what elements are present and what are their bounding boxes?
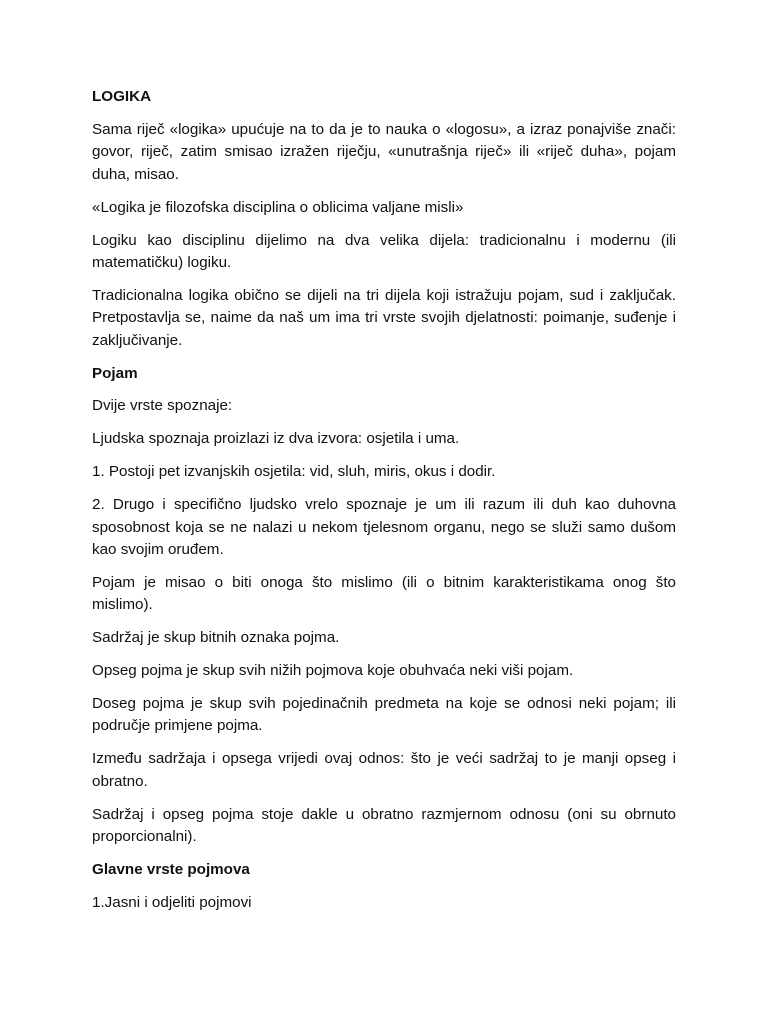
paragraph-logika-definition: Sama riječ «logika» upućuje na to da je to nauka o «logosu», a izraz ponajviše znači: govor, riječ, zatim smisao izražen riječju, «unutrašnja riječ» ili «riječ duha», pojam duha, misao.: [92, 120, 676, 183]
paragraph-sources: Ljudska spoznaja proizlazi iz dva izvora: osjetila i uma.: [92, 430, 460, 448]
paragraph-relation: Između sadržaja i opsega vrijedi ovaj odnos: što je veći sadržaj to je manji opseg i obratno.: [92, 750, 676, 790]
document-title: LOGIKA: [92, 88, 152, 105]
paragraph-senses: 1. Postoji pet izvanjskih osjetila: vid, sluh, miris, okus i dodir.: [92, 463, 496, 481]
paragraph-opseg: Opseg pojma je skup svih nižih pojmova koje obuhvaća neki viši pojam.: [92, 662, 574, 680]
section-heading-pojam: Pojam: [92, 364, 138, 382]
paragraph-traditional-logic: Tradicionalna logika obično se dijeli na tri dijela koji istražuju pojam, sud i zaključak. Pretpostavlja se, naime da naš um ima tri vrste svojih djelatnosti: poimanje, suđenje i zaključivanje.: [92, 286, 676, 349]
document-page: [92, 86, 676, 925]
paragraph-reason: 2. Drugo i specifično ljudsko vrelo spoznaje je um ili razum ili duh kao duhovna sposobnost koja se ne nalazi u nekom tjelesnom organu, nego se služi samo dušom kao svojim oruđem.: [92, 496, 676, 558]
paragraph-logika-quote: «Logika je filozofska disciplina o oblicima valjane misli»: [92, 198, 464, 216]
paragraph-logika-division: Logiku kao disciplinu dijelimo na dva velika dijela: tradicionalnu i modernu (ili matematičku) logiku.: [92, 231, 676, 271]
paragraph-list-item-1: 1.Jasni i odjeliti pojmovi: [92, 893, 252, 911]
paragraph-pojam-definition: Pojam je misao o biti onoga što mislimo (ili o bitnim karakteristikama onog što mislimo).: [92, 573, 676, 614]
paragraph-sadrzaj: Sadržaj je skup bitnih oznaka pojma.: [92, 629, 340, 647]
section-heading-vrste: Glavne vrste pojmova: [92, 860, 250, 878]
paragraph-inverse: Sadržaj i opseg pojma stoje dakle u obratno razmjernom odnosu (oni su obrnuto proporcionalni).: [92, 805, 676, 846]
paragraph-two-kinds: Dvije vrste spoznaje:: [92, 397, 233, 415]
paragraph-doseg: Doseg pojma je skup svih pojedinačnih predmeta na koje se odnosi neki pojam; ili područje primjene pojma.: [92, 695, 676, 735]
